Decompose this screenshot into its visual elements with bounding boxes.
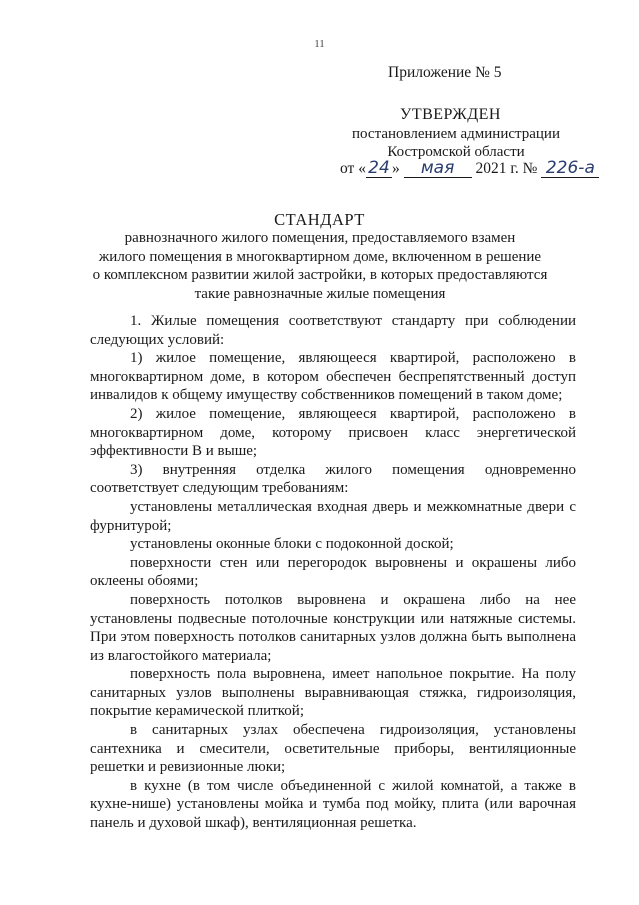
date-year: 2021 г. №	[475, 160, 538, 177]
paragraph-bathrooms: в санитарных узлах обеспечена гидроизоляция, установлены сантехника и смесители, осветительные приборы, вентиляционные решетки и ревизионные люки;	[90, 722, 576, 776]
date-day-handwritten: 24	[366, 160, 392, 178]
date-mid: »	[391, 160, 400, 177]
paragraph-windows: установлены оконные блоки с подоконной доской;	[130, 536, 454, 553]
region-line: Костромской области	[387, 144, 525, 160]
date-month-handwritten: мая	[404, 160, 472, 178]
decree-line: постановлением администрации	[352, 126, 560, 142]
paragraph-ceilings: поверхность потолков выровнена и окрашена либо на нее установлены подвесные потолочные конструкции или натяжные системы. При этом поверхность потолков санитарных узлов должна быть выполнена из влагостойкого материала;	[90, 591, 576, 664]
page-number: 11	[314, 38, 325, 50]
paragraph-item-2: 2) жилое помещение, являющееся квартирой, расположено в многоквартирном доме, которому присвоен класс энергетической эффективности В и выше;	[90, 405, 576, 460]
paragraph-walls: поверхности стен или перегородок выровнены и окрашены либо оклеены обоями;	[90, 554, 576, 590]
document-number-handwritten: 226-а	[541, 160, 599, 178]
subtitle-line: жилого помещения в многоквартирном доме, включенном в решение	[98, 248, 542, 265]
paragraph-kitchen: в кухне (в том числе объединенной с жилой комнатой, а также в кухне-нише) установлены мойка и тумба под мойку, плита (или варочная панель и духовой шкаф), вентиляционная решетка.	[90, 777, 576, 832]
appendix-label: Приложение № 5	[388, 64, 502, 81]
date-prefix: от «	[340, 160, 366, 177]
document-title: СТАНДАРТ	[274, 210, 365, 229]
paragraph-item-3: 3) внутренняя отделка жилого помещения одновременно соответствует следующим требованиям:	[90, 461, 576, 497]
subtitle-line: о комплексном развитии жилой застройки, в которых предоставляются	[92, 267, 548, 283]
paragraph-item-1: 1) жилое помещение, являющееся квартирой, расположено в многоквартирном доме, в котором обеспечен беспрепятственный доступ инвалидов к общему имуществу собственников помещений в таком доме;	[90, 350, 576, 404]
paragraph-floor: поверхность пола выровнена, имеет напольное покрытие. На полу санитарных узлов выполнены выравнивающая стяжка, гидроизоляция, покрытие керамической плиткой;	[90, 666, 576, 720]
document-subtitle	[90, 229, 550, 303]
paragraph-doors: установлены металлическая входная дверь и межкомнатные двери с фурнитурой;	[90, 498, 576, 534]
paragraph-conditions: 1. Жилые помещения соответствуют стандарту при соблюдении следующих условий:	[90, 313, 576, 348]
date-line	[340, 160, 599, 178]
subtitle-line: такие равнозначные жилые помещения	[194, 285, 446, 302]
subtitle-line: равнозначного жилого помещения, предоставляемого взамен	[124, 230, 516, 246]
document-body	[90, 312, 576, 833]
approved-heading: УТВЕРЖДЕН	[400, 106, 501, 123]
